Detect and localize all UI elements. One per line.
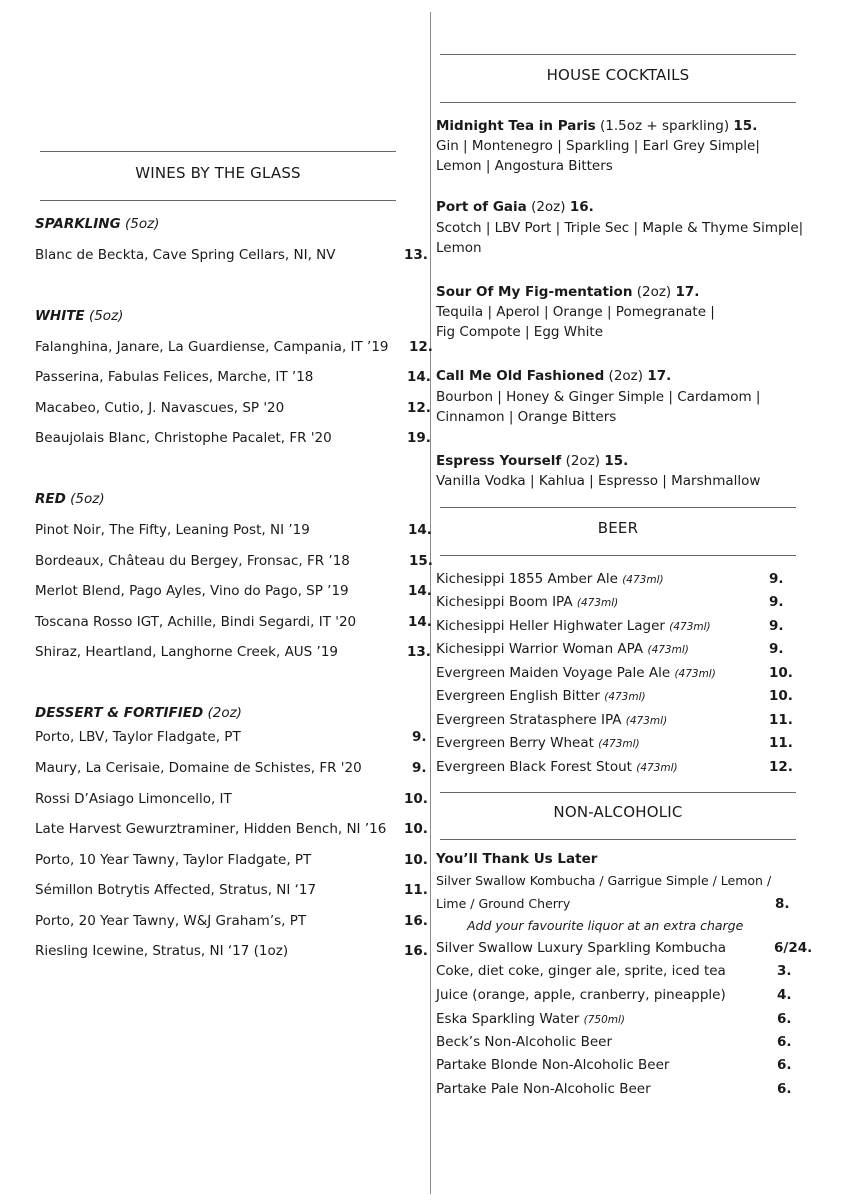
wines-rule-top [40,151,396,152]
beer-name: Evergreen Black Forest Stout [436,759,632,775]
beer-title: BEER [597,519,639,537]
na-name: Beck’s Non-Alcoholic Beer [436,1034,613,1050]
beer-item [436,759,678,775]
na-feature-name: You’ll Thank Us Later [436,851,598,867]
cocktail-ingredients: Tequila | Aperol | Orange | Pomegranate | [436,304,715,320]
beer-price: 9. [769,641,784,657]
na-feature-note: Add your favourite liquor at an extra charge [467,918,744,933]
cocktail-pour: (2oz) [608,368,644,384]
beer-name: Evergreen Maiden Voyage Pale Ale [436,665,671,681]
beer-name: Evergreen Stratasphere IPA [436,712,622,728]
beer-item [436,618,711,634]
beer-size: (473ml) [622,574,664,586]
wine-price: 14. [408,583,432,599]
cocktail-ingredients: Vanilla Vodka | Kahlua | Espresso | Marshmallow [436,473,761,489]
na-item [436,1011,625,1027]
beer-price: 10. [769,665,793,681]
beer-name: Evergreen Berry Wheat [436,735,594,751]
wine-price: 12. [409,339,433,355]
cocktail-heading [436,368,671,384]
na-title: NON-ALCOHOLIC [553,803,683,821]
wine-item: Beaujolais Blanc, Christophe Pacalet, FR '20 [35,430,332,446]
section-header-sparkling [35,216,159,232]
wine-item: Pinot Noir, The Fifty, Leaning Post, NI ’19 [35,522,310,538]
beer-item [436,712,667,728]
wine-price: 14. [408,614,432,630]
cocktails-rule-top [440,54,796,55]
wine-price: 14. [408,522,432,538]
na-item [436,1057,669,1073]
wine-item: Late Harvest Gewurztraminer, Hidden Bench, NI ’16 [35,821,387,837]
na-size: (750ml) [583,1014,625,1026]
wine-price: 9. [412,760,427,776]
cocktail-price: 15. [604,453,629,469]
beer-name: Evergreen English Bitter [436,688,600,704]
beer-price: 10. [769,688,793,704]
cocktail-price: 16. [569,199,594,215]
section-name: WHITE [35,308,85,324]
na-price: 6. [777,1057,792,1073]
cocktail-pour: (2oz) [531,199,566,215]
beer-name: Kichesippi 1855 Amber Ale [436,571,618,587]
wine-price: 12. [407,400,431,416]
wine-price: 19. [407,430,431,446]
na-feature-line: Silver Swallow Kombucha / Garrigue Simple / Lemon / [436,873,772,888]
beer-name: Kichesippi Warrior Woman APA [436,641,644,657]
wine-price: 13. [407,644,431,660]
cocktail-ingredients: Bourbon | Honey & Ginger Simple | Cardamom | [436,389,761,405]
cocktail-ingredients: Lemon [436,240,482,256]
beer-size: (473ml) [647,644,689,656]
na-feature-line: Lime / Ground Cherry [436,896,571,911]
wine-price: 13. [404,247,428,263]
wine-price: 16. [404,943,428,959]
wine-price: 10. [404,852,428,868]
cocktails-rule-bottom [440,102,796,103]
wine-price: 10. [404,791,428,807]
beer-size: (473ml) [598,738,640,750]
na-price: 6/24. [774,940,813,956]
wines-title: WINES BY THE GLASS [135,164,301,182]
wine-item: Porto, LBV, Taylor Fladgate, PT [35,729,241,745]
na-item [436,1034,612,1050]
cocktail-pour: (1.5oz + sparkling) [599,118,730,134]
beer-price: 9. [769,594,784,610]
wine-item: Blanc de Beckta, Cave Spring Cellars, NI, NV [35,247,336,263]
wine-item: Shiraz, Heartland, Langhorne Creek, AUS ’19 [35,644,339,660]
wine-item: Maury, La Cerisaie, Domaine de Schistes, FR '20 [35,760,362,776]
na-price: 3. [777,963,792,979]
cocktail-name: Espress Yourself [436,453,562,469]
cocktail-heading [436,118,757,134]
na-name: Eska Sparkling Water [436,1011,580,1027]
beer-name: Kichesippi Boom IPA [436,594,573,610]
wine-item: Falanghina, Janare, La Guardiense, Campania, IT ’19 [35,339,389,355]
cocktail-price: 15. [733,118,758,134]
na-item [436,940,726,956]
na-item [436,987,726,1003]
cocktail-name: Sour Of My Fig-mentation [436,284,633,300]
na-name: Partake Pale Non-Alcoholic Beer [436,1081,651,1097]
na-name: Partake Blonde Non-Alcoholic Beer [436,1057,670,1073]
beer-item [436,594,618,610]
beer-item [436,641,689,657]
wine-item: Macabeo, Cutio, J. Navascues, SP '20 [35,400,285,416]
cocktail-name: Call Me Old Fashioned [436,368,605,384]
section-size: (5oz) [70,491,105,507]
section-header-dessert [35,705,242,721]
section-header-red [35,491,105,507]
section-name: RED [35,491,66,507]
na-price: 6. [777,1011,792,1027]
na-price: 4. [777,987,792,1003]
wine-price: 9. [412,729,427,745]
cocktail-ingredients: Scotch | LBV Port | Triple Sec | Maple & Thyme Simple| [436,220,804,236]
na-price: 6. [777,1034,792,1050]
wine-item: Rossi D’Asiago Limoncello, IT [35,791,232,807]
beer-size: (473ml) [625,715,668,727]
wine-price: 11. [404,882,428,898]
column-divider [430,12,431,1194]
section-name: DESSERT & FORTIFIED [35,705,204,721]
cocktail-heading [436,284,699,300]
wine-price: 10. [404,821,428,837]
cocktail-name: Midnight Tea in Paris [436,118,596,134]
wine-price: 16. [404,913,428,929]
cocktail-heading [436,199,594,215]
beer-item [436,571,664,587]
beer-size: (473ml) [576,597,619,609]
wines-rule-bottom [40,200,396,201]
na-name: Juice (orange, apple, cranberry, pineapple) [436,987,726,1003]
cocktail-ingredients: Lemon | Angostura Bitters [436,158,613,174]
cocktail-ingredients: Gin | Montenegro | Sparkling | Earl Grey Simple| [436,138,760,154]
cocktail-ingredients: Fig Compote | Egg White [436,324,604,340]
section-size: (5oz) [88,308,124,324]
wine-item: Bordeaux, Château du Bergey, Fronsac, FR ’18 [35,553,350,569]
wine-item: Porto, 10 Year Tawny, Taylor Fladgate, PT [35,852,312,868]
cocktail-ingredients: Cinnamon | Orange Bitters [436,409,617,425]
na-rule-top [440,792,796,793]
beer-size: (473ml) [604,691,646,703]
wine-price: 14. [407,369,431,385]
beer-price: 9. [769,571,784,587]
wine-item: Merlot Blend, Pago Ayles, Vino do Pago, SP ’19 [35,583,349,599]
wine-item: Riesling Icewine, Stratus, NI ‘17 (1oz) [35,943,289,959]
beer-price: 12. [769,759,793,775]
section-name: SPARKLING [35,216,121,232]
wine-price: 15. [409,553,433,569]
na-name: Coke, diet coke, ginger ale, sprite, iced tea [436,963,726,979]
section-size: (2oz) [207,705,242,721]
wine-item: Sémillon Botrytis Affected, Stratus, NI ‘17 [35,882,317,898]
na-name: Silver Swallow Luxury Sparkling Kombucha [436,940,727,956]
beer-size: (473ml) [636,762,678,774]
na-item [436,1081,651,1097]
cocktails-title: HOUSE COCKTAILS [546,66,690,84]
beer-item [436,688,646,704]
na-rule-bottom [440,839,796,840]
section-header-white [35,308,123,324]
cocktail-heading [436,453,628,469]
wine-item: Porto, 20 Year Tawny, W&J Graham’s, PT [35,913,307,929]
beer-price: 9. [769,618,784,634]
wine-item: Passerina, Fabulas Felices, Marche, IT ’18 [35,369,314,385]
beer-size: (473ml) [669,621,711,633]
na-feature-price: 8. [775,896,790,912]
beer-item [436,735,640,751]
beer-name: Kichesippi Heller Highwater Lager [436,618,665,634]
wine-item: Toscana Rosso IGT, Achille, Bindi Segardi, IT '20 [35,614,357,630]
beer-price: 11. [769,712,793,728]
cocktail-pour: (2oz) [565,453,601,469]
cocktail-pour: (2oz) [636,284,672,300]
na-price: 6. [777,1081,792,1097]
cocktail-price: 17. [647,368,672,384]
beer-size: (473ml) [674,668,716,680]
cocktail-name: Port of Gaia [436,199,527,215]
cocktail-price: 17. [675,284,700,300]
beer-item [436,665,716,681]
beer-price: 11. [769,735,793,751]
section-size: (5oz) [124,216,160,232]
na-item [436,963,726,979]
beer-rule-bottom [440,555,796,556]
beer-rule-top [440,507,796,508]
